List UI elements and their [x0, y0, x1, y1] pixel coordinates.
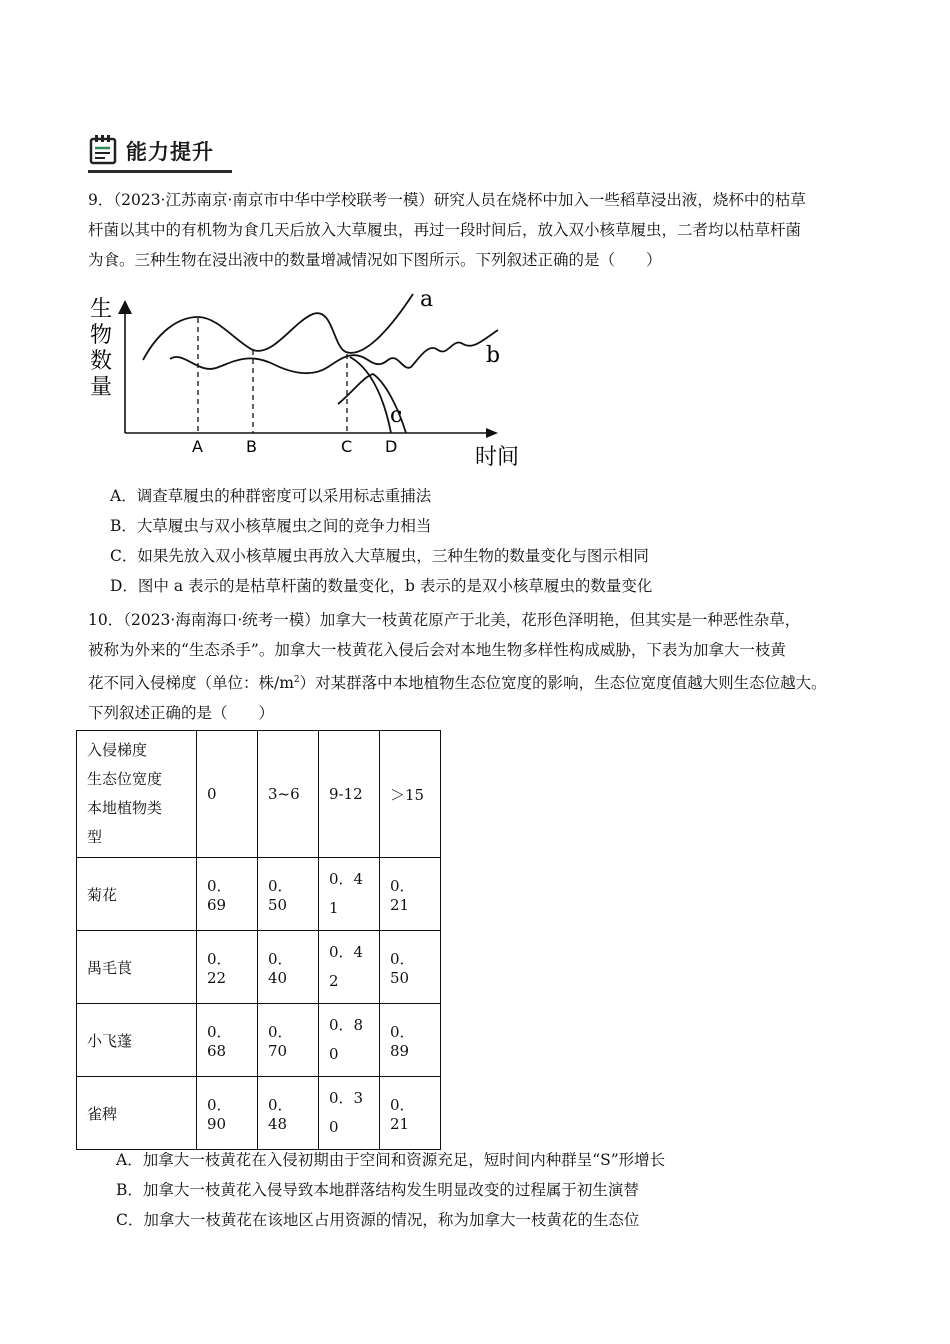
- q10-line-3-post: ）对某群落中本地植物生态位宽度的影响，生态位宽度值越大则生态位越大。: [299, 674, 827, 693]
- x-label: 时间: [475, 445, 520, 470]
- y-label-char: 数: [90, 349, 113, 374]
- cell: 0．50: [380, 931, 441, 1004]
- cell: [319, 1077, 380, 1150]
- cell: [319, 1004, 380, 1077]
- row-name: 禺毛茛: [77, 931, 197, 1004]
- table-row: [77, 858, 441, 931]
- q10-line-4: 下列叙述正确的是（ ）: [88, 704, 275, 723]
- cell: 0．89: [380, 1004, 441, 1077]
- table-row: [77, 1004, 441, 1077]
- cell-line: 0: [329, 1045, 339, 1063]
- q10-line-3-pre: 花不同入侵梯度（单位：株/m: [88, 674, 294, 693]
- notepad-icon: [88, 134, 120, 166]
- y-axis-arrow: [118, 300, 132, 314]
- q10-option-a[interactable]: A．加拿大一枝黄花在入侵初期由于空间和资源充足，短时间内种群呈“S”形增长: [116, 1151, 666, 1169]
- q9-option-b[interactable]: B．大草履虫与双小核草履虫之间的竞争力相当: [110, 517, 432, 535]
- tick-label: B: [246, 437, 257, 456]
- column-header: ＞15: [380, 731, 441, 858]
- cell-line: 0．4: [329, 870, 364, 888]
- cell: 0．50: [258, 858, 319, 931]
- section-header: [88, 130, 238, 176]
- cell: 0．48: [258, 1077, 319, 1150]
- cell-line: 0．4: [329, 943, 364, 961]
- q10-line-1: 10．（2023·海南海口·统考一模）加拿大一枝黄花原产于北美，花形色泽明艳，但其实是一种恶性杂草，: [88, 611, 801, 629]
- curve-label: b: [486, 343, 501, 368]
- q10-line-3-sup: 2: [293, 675, 300, 685]
- q9-stem: [88, 185, 888, 275]
- tick-label: A: [192, 437, 203, 456]
- curve-label: a: [420, 287, 434, 312]
- q10-line-2: 被称为外来的“生态杀手”。加拿大一枝黄花入侵后会对本地生物多样性构成威胁，下表为加拿大一枝黄: [88, 641, 786, 659]
- cell: 0．21: [380, 1077, 441, 1150]
- q10-options: [116, 1145, 665, 1235]
- cell: 0．22: [197, 931, 258, 1004]
- table-header-corner: [77, 731, 197, 858]
- header-line: 型: [87, 828, 103, 846]
- q10-data-table: [76, 730, 441, 1150]
- q10-option-c[interactable]: C．加拿大一枝黄花在该地区占用资源的情况，称为加拿大一枝黄花的生态位: [116, 1211, 640, 1229]
- q9-option-a[interactable]: A．调查草履虫的种群密度可以采用标志重捕法: [110, 487, 432, 505]
- column-header: 3~6: [258, 731, 319, 858]
- q10-option-b[interactable]: B．加拿大一枝黄花入侵导致本地群落结构发生明显改变的过程属于初生演替: [116, 1181, 639, 1199]
- q10-stem: [88, 605, 948, 728]
- section-title: 能力提升: [126, 140, 214, 164]
- q9-option-c[interactable]: C．如果先放入双小核草履虫再放入大草履虫，三种生物的数量变化与图示相同: [110, 547, 649, 565]
- cell-line: 0．8: [329, 1016, 364, 1034]
- y-label-char: 物: [90, 323, 113, 348]
- curve-a: [143, 294, 413, 360]
- header-line: 生态位宽度: [87, 770, 163, 788]
- header-line: 本地植物类: [87, 799, 163, 817]
- q9-line-1: 9．（2023·江苏南京·南京市中华中学校联考一模）研究人员在烧杯中加入一些稻草浸出液，烧杯中的枯草: [88, 191, 806, 209]
- header-line: 入侵梯度: [87, 741, 148, 759]
- cell: 0．90: [197, 1077, 258, 1150]
- curve-b-descent: [350, 357, 391, 433]
- column-header: 0: [197, 731, 258, 858]
- cell-line: 0．3: [329, 1089, 364, 1107]
- q9-options: [110, 481, 652, 601]
- tick-label: C: [341, 437, 353, 456]
- cell: 0．69: [197, 858, 258, 931]
- row-name: 雀稗: [77, 1077, 197, 1150]
- column-header: 9-12: [319, 731, 380, 858]
- cell-line: 2: [329, 972, 339, 990]
- cell: [319, 858, 380, 931]
- q9-option-d[interactable]: D．图中 a 表示的是枯草杆菌的数量变化，b 表示的是双小核草履虫的数量变化: [110, 577, 653, 595]
- q9-line-2: 杆菌以其中的有机物为食几天后放入大草履虫，再过一段时间后，放入双小核草履虫，二者均以枯草杆菌: [88, 221, 802, 239]
- cell: 0．68: [197, 1004, 258, 1077]
- y-label-char: 生: [90, 297, 113, 322]
- table-header-row: [77, 731, 441, 858]
- q10-line-3: [88, 665, 948, 698]
- cell: [319, 931, 380, 1004]
- table-row: [77, 1077, 441, 1150]
- section-underline: [88, 170, 232, 173]
- curve-label: c: [390, 403, 403, 428]
- tick-label: D: [385, 437, 398, 456]
- cell: 0．21: [380, 858, 441, 931]
- q9-line-3: 为食。三种生物在浸出液中的数量增减情况如下图所示。下列叙述正确的是（ ）: [88, 251, 662, 269]
- curve-b: [170, 330, 501, 373]
- row-name: 小飞蓬: [77, 1004, 197, 1077]
- cell: 0．70: [258, 1004, 319, 1077]
- table-row: [77, 931, 441, 1004]
- y-label-char: 量: [90, 375, 113, 400]
- cell-line: 0: [329, 1118, 339, 1136]
- q9-population-figure: [88, 282, 538, 472]
- cell-line: 1: [329, 899, 339, 917]
- row-name: 菊花: [77, 858, 197, 931]
- cell: 0．40: [258, 931, 319, 1004]
- x-axis-arrow: [486, 428, 498, 438]
